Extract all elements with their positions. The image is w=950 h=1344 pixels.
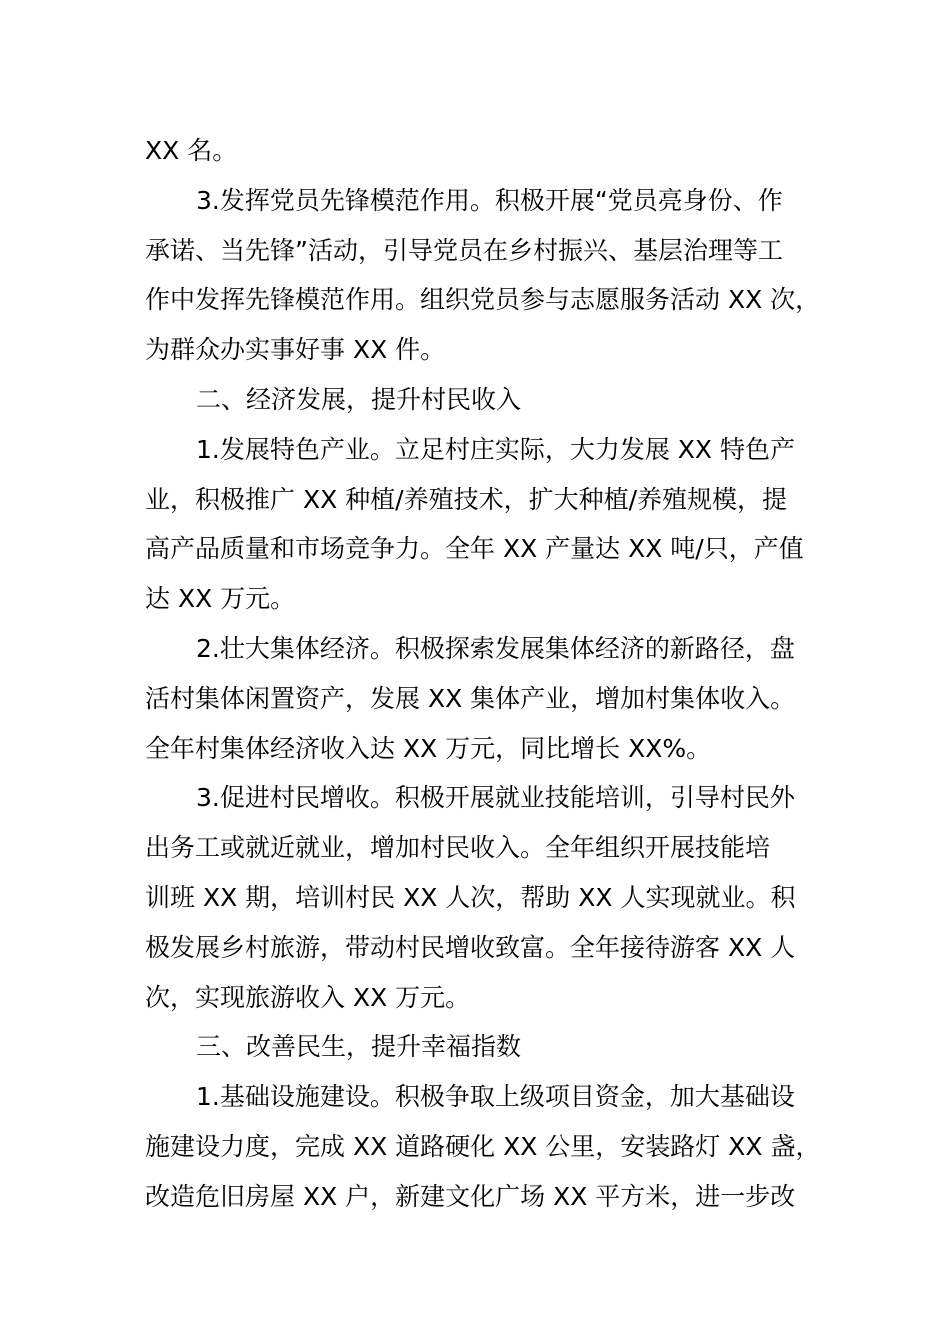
text-line: 施建设力度，完成 XX 道路硬化 XX 公里，安装路灯 XX 盏，	[145, 1131, 821, 1161]
text-line: 1.发展特色产业。立足村庄实际，大力发展 XX 特色产	[196, 434, 796, 464]
text-line: 3.促进村民增收。积极开展就业技能培训，引导村民外	[196, 783, 795, 813]
text-line: 2.壮大集体经济。积极探索发展集体经济的新路径，盘	[196, 633, 795, 663]
text-line: 承诺、当先锋”活动，引导党员在乡村振兴、基层治理等工	[145, 235, 783, 265]
text-line: 训班 XX 期，培训村民 XX 人次，帮助 XX 人实现就业。积	[145, 882, 796, 912]
text-line: 为群众办实事好事 XX 件。	[145, 335, 446, 365]
text-line: 出务工或就近就业，增加村民收入。全年组织开展技能培	[145, 833, 771, 863]
text-line: 改造危旧房屋 XX 户，新建文化广场 XX 平方米，进一步改	[145, 1181, 796, 1211]
text-line: 高产品质量和市场竞争力。全年 XX 产量达 XX 吨/只，产值	[145, 534, 804, 564]
text-line: 极发展乡村旅游，带动村民增收致富。全年接待游客 XX 人	[145, 932, 796, 962]
text-line: 达 XX 万元。	[145, 584, 296, 614]
text-line: 次，实现旅游收入 XX 万元。	[145, 982, 471, 1012]
text-line: 作中发挥先锋模范作用。组织党员参与志愿服务活动 XX 次，	[145, 285, 821, 315]
text-line: 全年村集体经济收入达 XX 万元，同比增长 XX%。	[145, 733, 712, 763]
text-line: 1.基础设施建设。积极争取上级项目资金，加大基础设	[196, 1082, 795, 1112]
text-line: 业，积极推广 XX 种植/养殖技术，扩大种植/养殖规模，提	[145, 484, 787, 514]
text-line: 活村集体闲置资产，发展 XX 集体产业，增加村集体收入。	[145, 683, 796, 713]
text-line: XX 名。	[145, 136, 238, 165]
document-body	[145, 126, 835, 1222]
section-heading: 二、经济发展，提升村民收入	[196, 384, 522, 414]
section-heading: 三、改善民生，提升幸福指数	[196, 1032, 522, 1062]
text-line: 3.发挥党员先锋模范作用。积极开展“党员亮身份、作	[196, 185, 783, 215]
